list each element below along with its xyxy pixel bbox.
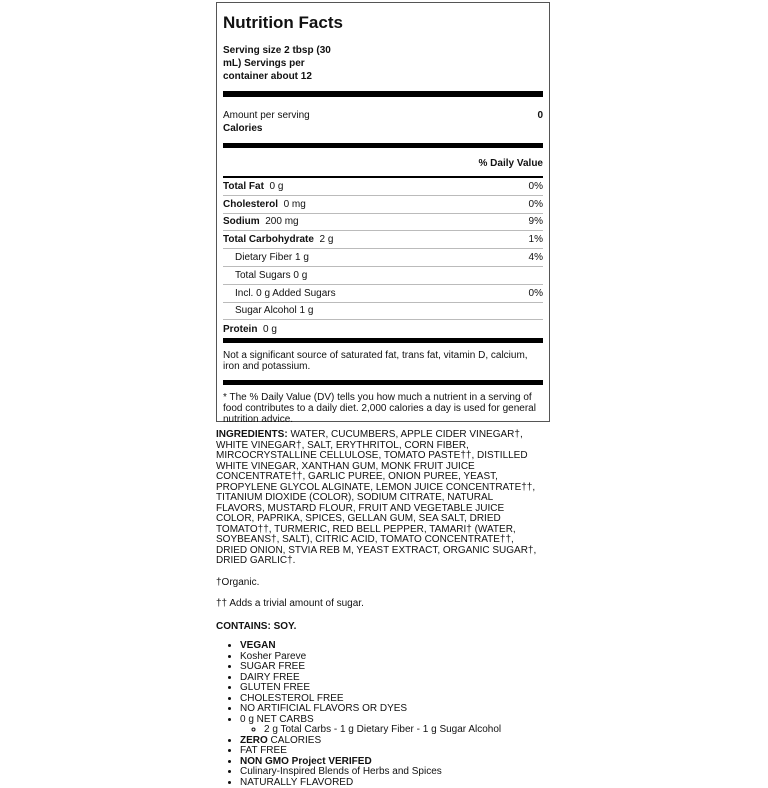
nutrient-name: Sodium [223, 216, 260, 227]
nutrient-row-total-carbohydrate [223, 231, 543, 249]
calories-label: Calories [223, 122, 262, 135]
sugar-note: †† Adds a trivial amount of sugar. [216, 599, 544, 610]
nutrient-dv: 4% [529, 252, 543, 263]
nutrient-amount: 2 g [320, 234, 334, 245]
nutrient-name: Incl. 0 g Added Sugars [223, 288, 336, 299]
nutrient-name: Total Fat [223, 181, 264, 192]
amount-per-serving-row [223, 109, 543, 122]
nutrient-dv: 1% [529, 234, 543, 245]
list-item: • VEGAN [240, 641, 544, 652]
list-item: • Kosher Pareve [240, 652, 544, 663]
nutrition-facts-label [216, 2, 550, 422]
nutrient-name: Sugar Alcohol 1 g [223, 305, 313, 316]
nutrient-row-sugar-alcohol [223, 303, 543, 321]
nutrient-row-total-fat [223, 178, 543, 196]
organic-note: †Organic. [216, 578, 544, 589]
list-item: • SUGAR FREE [240, 662, 544, 673]
list-item: • DAIRY FREE [240, 673, 544, 684]
nutrient-amount: 0 g [263, 324, 277, 335]
ingredients-heading: INGREDIENTS: [216, 429, 288, 440]
ingredients-paragraph [216, 430, 544, 567]
nutrient-dv: 0% [529, 288, 543, 299]
calories-value: 0 [537, 109, 543, 135]
list-item: • 0 g NET CARBS ◦ 2 g Total Carbs - 1 g Dietary Fiber - 1 g Sugar Alcohol [240, 715, 544, 736]
nutrient-name: Total Carbohydrate [223, 234, 314, 245]
divider-medium [223, 143, 543, 148]
nutrient-row-sodium [223, 214, 543, 232]
nutrient-row-dietary-fiber [223, 249, 543, 267]
nutrient-amount: 0 mg [284, 199, 306, 210]
nutrient-name: Cholesterol [223, 199, 278, 210]
nutrient-row-total-sugars [223, 267, 543, 285]
nutrient-name: Total Sugars 0 g [223, 270, 307, 281]
list-item: • ZERO CALORIES [240, 736, 544, 747]
list-item: ◦ 2 g Total Carbs - 1 g Dietary Fiber - 1 g Sugar Alcohol [264, 725, 544, 736]
list-item: • NO ARTIFICIAL FLAVORS OR DYES [240, 704, 544, 715]
nutrient-name: Protein [223, 324, 257, 335]
nutrient-dv: 0% [529, 199, 543, 210]
label-title: Nutrition Facts [223, 13, 543, 33]
nutrient-amount: 0 g [270, 181, 284, 192]
nutrient-row-cholesterol [223, 196, 543, 214]
daily-value-footnote: * The % Daily Value (DV) tells you how much a nutrient in a serving of food contributes to a daily diet. 2,000 calories a day is used for general nutrition advice. [223, 385, 543, 425]
nutrient-name: Dietary Fiber 1 g [223, 252, 309, 263]
not-significant-note: Not a significant source of saturated fat, trans fat, vitamin D, calcium, iron and potassium. [223, 343, 543, 380]
allergen-statement: CONTAINS: SOY. [216, 622, 544, 633]
calories-row [223, 122, 543, 135]
nutrient-dv: 0% [529, 181, 543, 192]
list-item: • NATURALLY FLAVORED [240, 778, 544, 788]
claims-list [216, 641, 544, 788]
list-item: • FAT FREE [240, 746, 544, 757]
ingredients-section [216, 430, 544, 788]
list-item: • CHOLESTEROL FREE [240, 694, 544, 705]
list-item: • Culinary-Inspired Blends of Herbs and Spices [240, 767, 544, 778]
nutrient-dv: 9% [529, 216, 543, 227]
daily-value-header: % Daily Value [223, 152, 543, 176]
divider-thick [223, 91, 543, 97]
amount-per-serving-text: Amount per serving [223, 109, 310, 122]
ingredients-text: WATER, CUCUMBERS, APPLE CIDER VINEGAR†, WHITE VINEGAR†, SALT, ERYTHRITOL, CORN FIBER, MIRCOCRYSTALLINE CELLULOSE, TOMATO PASTE††, DISTILLED WHITE VINEGAR, XANTHAN GUM, MONK FRUIT JUICE CONCENTRATE††, GARLIC PUREE, ONION PUREE, YEAST, PROPYLENE GLYCOL ALGINATE, LEMON JUICE CONCENTRATE††, TITANIUM DIOXIDE (COLOR), SODIUM CITRATE, NATURAL FLAVORS, MUSTARD FLOUR, FRUIT AND VEGETABLE JUICE COLOR, PAPRIKA, SPICES, GELLAN GUM, SEA SALT, DRIED TOMATO††, TURMERIC, RED BELL PEPPER, TAMARI† (WATER, SOYBEANS†, SALT), CITRIC ACID, TOMATO CONCENTRATE††, DRIED ONION, STVIA REB M, YEAST EXTRACT, ORGANIC SUGAR†, DRIED GARLIC†. [216, 429, 536, 566]
list-item: • NON GMO Project VERIFED [240, 757, 544, 768]
serving-size: Serving size 2 tbsp (30 mL) Servings per container about 12 [223, 44, 343, 83]
nutrient-amount: 200 mg [265, 216, 298, 227]
nutrient-row-protein [223, 320, 543, 338]
list-item: • GLUTEN FREE [240, 683, 544, 694]
nutrient-row-added-sugars [223, 285, 543, 303]
